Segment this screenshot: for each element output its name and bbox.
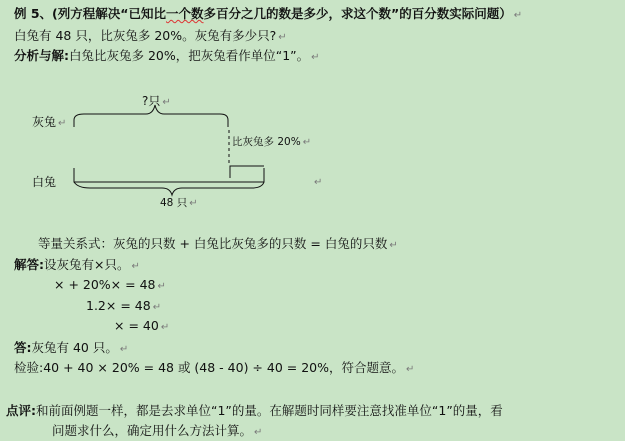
question-text: ?只 (142, 94, 161, 108)
heading-suffix: 多百分之几的数是多少，求这个数”的百分数实际问题） (203, 6, 512, 21)
final-answer (14, 340, 128, 358)
paragraph-mark-icon: ↵ (160, 322, 170, 333)
total-brace (74, 182, 264, 195)
step2-text: 1.2× = 48 (86, 298, 151, 313)
paragraph-mark-icon: ↵ (314, 177, 323, 188)
check-text: 40 + 40 × 20% = 48 或 (48 - 40) ÷ 40 = 20%，符合题意。 (43, 360, 404, 375)
paragraph-mark-icon: ↵ (131, 261, 140, 272)
paragraph-mark-icon: ↵ (157, 281, 166, 292)
paragraph-mark-icon: ↵ (119, 344, 129, 355)
total-label (160, 195, 198, 210)
problem-text: 白兔有 48 只，比灰兔多 20%。灰兔有多少只? (14, 28, 277, 43)
equation-relation-text: 等量关系式：灰兔的只数 + 白兔比灰兔多的只数 = 白兔的只数 (38, 236, 388, 251)
paragraph-mark-icon: ↵ (389, 240, 398, 251)
comment-line-2 (52, 423, 262, 441)
gray-label-text: 灰兔 (32, 115, 57, 129)
analysis-label: 分析与解: (14, 48, 69, 63)
paragraph-mark-icon: ↵ (302, 137, 312, 148)
diagram-end-mark (312, 174, 322, 188)
paragraph-mark-icon: ↵ (58, 118, 67, 129)
step3-text: × = 40 (114, 318, 159, 333)
extra-percent-label (232, 134, 311, 149)
extra-segment-bracket (230, 166, 264, 178)
paragraph-mark-icon: ↵ (513, 10, 523, 21)
equation-step-2 (86, 298, 161, 316)
paragraph-mark-icon: ↵ (405, 364, 415, 375)
equation-step-1 (54, 277, 166, 295)
comment-line-1 (6, 403, 503, 419)
question-label (142, 92, 171, 109)
equation-step-3 (114, 318, 169, 336)
paragraph-mark-icon: ↵ (162, 97, 171, 108)
extra-label-text: 比灰兔多 20% (232, 136, 301, 148)
comment-text-2: 问题求什么，确定用什么方法计算。 (52, 423, 253, 438)
heading-prefix: 例 5、(列方程解决“已知比 (14, 6, 166, 21)
equation-relation (38, 236, 398, 254)
heading-underlined: 一个数 (165, 6, 204, 21)
comment-text-1: 和前面例题一样，都是去求单位“1”的量。在解题时同样要注意找准单位“1”的量，看 (36, 403, 503, 418)
total-label-text: 48 只 (160, 197, 188, 209)
paragraph-mark-icon: ↵ (254, 427, 263, 438)
paragraph-mark-icon: ↵ (311, 52, 320, 63)
assume-text: 设灰兔有×只。 (44, 257, 130, 272)
step1-text: × + 20%× = 48 (54, 277, 156, 292)
answer-label: 解答: (14, 257, 44, 272)
white-rabbit-label (32, 173, 56, 190)
check-label: 检验: (14, 360, 44, 375)
final-answer-text: 灰兔有 40 只。 (31, 340, 118, 355)
paragraph-mark-icon: ↵ (278, 32, 287, 43)
final-answer-label: 答: (14, 340, 32, 355)
comment-label: 点评: (6, 403, 36, 418)
check-line (14, 360, 414, 378)
analysis-text: 白兔比灰兔多 20%，把灰兔看作单位“1”。 (69, 48, 310, 63)
answer-setup (14, 257, 140, 275)
white-label-text: 白兔 (32, 175, 57, 189)
paragraph-mark-icon: ↵ (152, 302, 162, 313)
gray-rabbit-label (32, 113, 66, 130)
paragraph-mark-icon: ↵ (189, 198, 198, 209)
white-rabbit-bar (74, 168, 264, 182)
